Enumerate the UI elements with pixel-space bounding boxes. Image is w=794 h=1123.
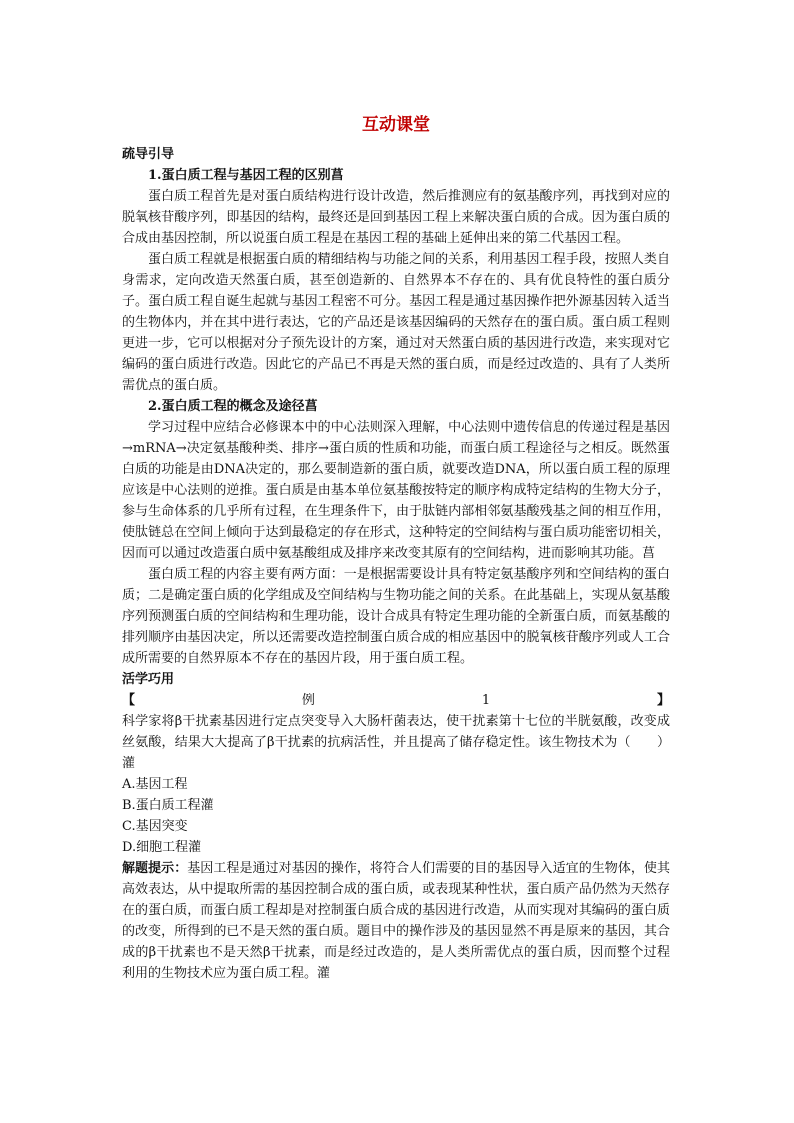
example-open-bracket: 【 [122,693,136,708]
question-text: 科学家将β干扰素基因进行定点突变导入大肠杆菌表达，使干扰素第十七位的半胱氨酸，改变成丝氨酸，结果大大提高了β干扰素的抗病活性，并且提高了储存稳定性。该生物技术为（ ）灌 [122,714,670,771]
hint-text: 基因工程是通过对基因的操作，将符合人们需要的目的基因导入适宜的生物体，使其高效表达，从中提取所需的基因控制合成的蛋白质，或表现某种性状，蛋白质产品仍然为天然存在的蛋白质，而蛋白质工程却是对控制蛋白质合成的基因进行改造，从而实现对其编码的蛋白质的改变，所得到的已不是天然的蛋白质。题目中的操作涉及的基因显然不再是原来的基因，其合成的β干扰素也不是天然β干扰素，而是经过改造的，是人类所需优点的蛋白质，因而整个过程利用的生物技术应为蛋白质工程。灌 [122,861,670,981]
option-c: C.基因突变 [122,819,188,834]
paragraph-1: 蛋白质工程首先是对蛋白质结构进行设计改造，然后推测应有的氨基酸序列，再找到对应的脱氧核苷酸序列，即基因的结构，最终还是回到基因工程上来解决蛋白质的合成。因为蛋白质的合成由基因控制，所以说蛋白质工程是在基因工程的基础上延伸出来的第二代基因工程。 [122,189,670,246]
paragraph-2: 蛋白质工程就是根据蛋白质的精细结构与功能之间的关系，利用基因工程手段，按照人类自身需求，定向改造天然蛋白质，甚至创造新的、自然界本不存在的、具有优良特性的蛋白质分子。蛋白质工程自诞生起就与基因工程密不可分。基因工程是通过基因操作把外源基因转入适当的生物体内，并在其中进行表达，它的产品还是该基因编码的天然存在的蛋白质。蛋白质工程则更进一步，它可以根据对分子预先设计的方案，通过对天然蛋白质的基因进行改造，来实现对它编码的蛋白质进行改造。因此它的产品已不再是天然的蛋白质，而是经过改造的、具有了人类所需优点的蛋白质。 [122,252,670,393]
section-heading-practice: 活学巧用 [122,672,175,687]
option-b: B.蛋白质工程灌 [122,798,214,813]
paragraph-4: 蛋白质工程的内容主要有两方面：一是根据需要设计具有特定氨基酸序列和空间结构的蛋白质；二是确定蛋白质的化学组成及空间结构与生物功能之间的关系。在此基础上，实现从氨基酸序列预测蛋白质的空间结构和生理功能，设计合成具有特定生理功能的全新蛋白质，而氨基酸的排列顺序由基因决定，所以还需要改造控制蛋白质合成的相应基因中的脱氧核苷酸序列或人工合成所需要的自然界原本不存在的基因片段，用于蛋白质工程。 [122,567,670,666]
option-d: D.细胞工程灌 [122,840,202,855]
subheading-difference: 1.蛋白质工程与基因工程的区别菖 [148,168,344,183]
section-heading-guidance: 疏导引导 [122,147,175,162]
example-heading [122,690,670,711]
page-title: 互动课堂 [362,115,430,135]
example-number: 1 [481,693,491,708]
option-a: A.基因工程 [122,777,188,792]
paragraph-3: 学习过程中应结合必修课本中的中心法则深入理解，中心法则中遗传信息的传递过程是基因→mRNA→决定氨基酸种类、排序→蛋白质的性质和功能，而蛋白质工程途径与之相反。既然蛋白质的功能是由DNA决定的，那么要制造新的蛋白质，就要改造DNA，所以蛋白质工程的原理应该是中心法则的逆推。蛋白质是由基本单位氨基酸按特定的顺序构成特定结构的生物大分子，参与生命体系的几乎所有过程，在生理条件下，由于肽链内部相邻氨基酸残基之间的相互作用，使肽链总在空间上倾向于达到最稳定的存在形式，这种特定的空间结构与蛋白质功能密切相关，因而可以通过改造蛋白质中氨基酸组成及排序来改变其原有的空间结构，进而影响其功能。菖 [122,420,670,561]
document-page [122,114,670,984]
subheading-concept: 2.蛋白质工程的概念及途径菖 [148,399,318,414]
hint-paragraph [122,858,670,984]
example-close-bracket: 】 [656,693,670,708]
hint-label: 解题提示： [122,861,188,876]
example-word: 例 [301,693,315,708]
